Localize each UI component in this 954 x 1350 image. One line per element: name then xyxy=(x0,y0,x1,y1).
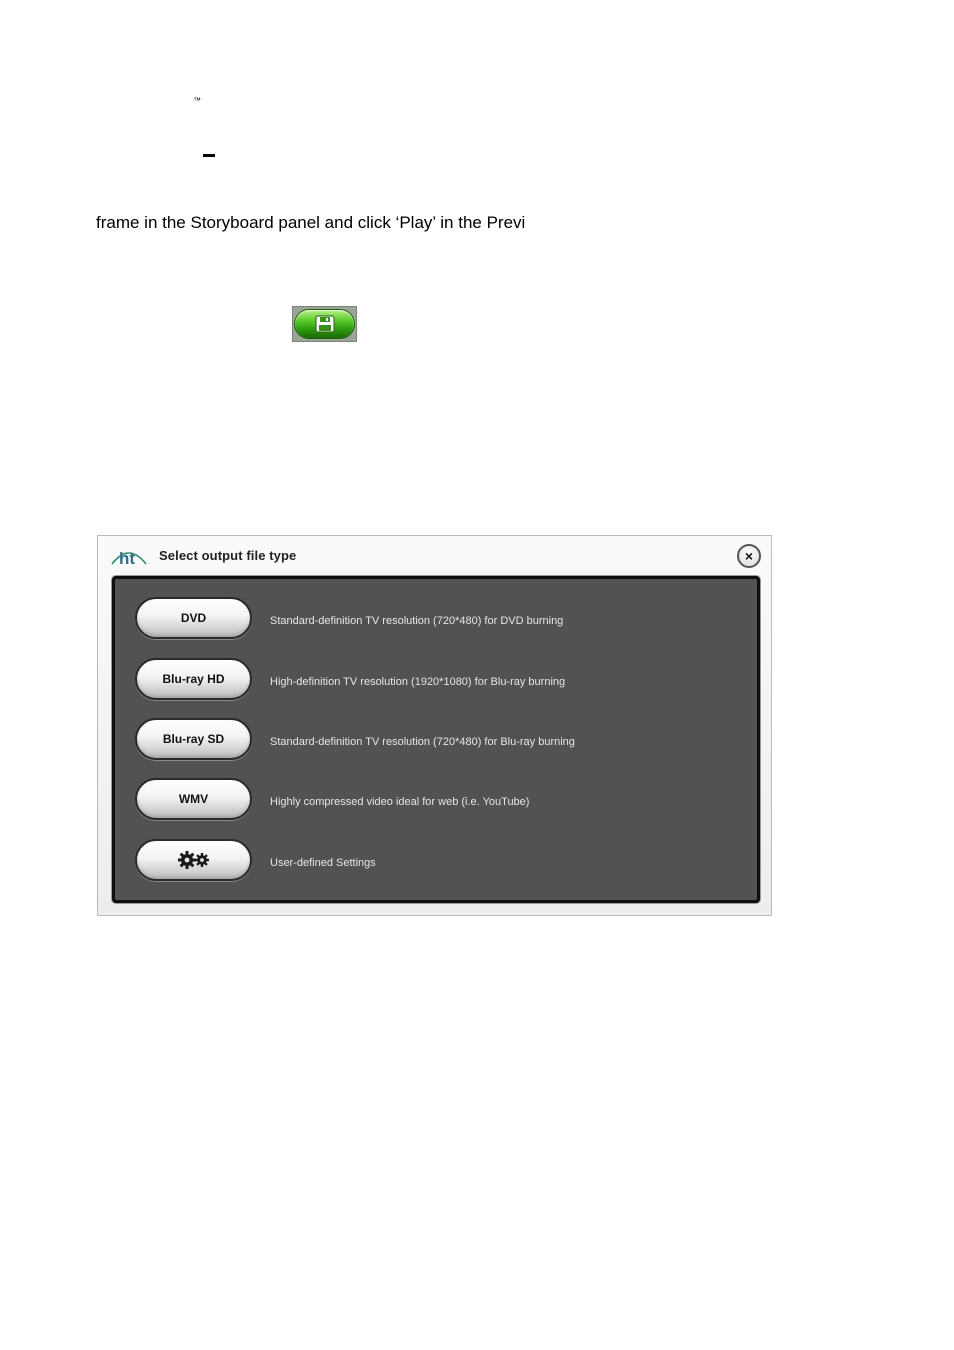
floppy-disk-icon xyxy=(315,315,335,333)
svg-text:ht: ht xyxy=(119,549,136,566)
dvd-description: Standard-definition TV resolution (720*480) for DVD burning xyxy=(270,615,564,627)
close-button[interactable] xyxy=(737,544,761,568)
dvd-button[interactable]: DVD xyxy=(135,597,252,639)
user-settings-description: User-defined Settings xyxy=(270,857,376,869)
wmv-description: Highly compressed video ideal for web (i.e. YouTube) xyxy=(270,796,530,808)
options-panel xyxy=(112,576,760,903)
bluray-hd-button[interactable]: Blu-ray HD xyxy=(135,658,252,700)
dash-mark xyxy=(203,154,215,157)
trademark-symbol: ™ xyxy=(193,96,201,105)
save-button-pill xyxy=(295,310,354,338)
body-text-line: frame in the Storyboard panel and click ‘Play’ in the Previ xyxy=(96,213,526,232)
wmv-button[interactable]: WMV xyxy=(135,778,252,820)
bluray-sd-description: Standard-definition TV resolution (720*480) for Blu-ray burning xyxy=(270,736,575,748)
ht-logo-icon xyxy=(110,544,148,566)
user-settings-button[interactable] xyxy=(135,839,252,881)
bluray-sd-button[interactable]: Blu-ray SD xyxy=(135,718,252,760)
bluray-hd-description: High-definition TV resolution (1920*1080) for Blu-ray burning xyxy=(270,676,566,688)
output-file-type-dialog xyxy=(97,535,772,916)
save-button[interactable] xyxy=(292,306,357,342)
close-icon: × xyxy=(744,548,754,564)
dialog-title: Select output file type xyxy=(159,548,297,563)
gears-icon xyxy=(175,849,213,871)
